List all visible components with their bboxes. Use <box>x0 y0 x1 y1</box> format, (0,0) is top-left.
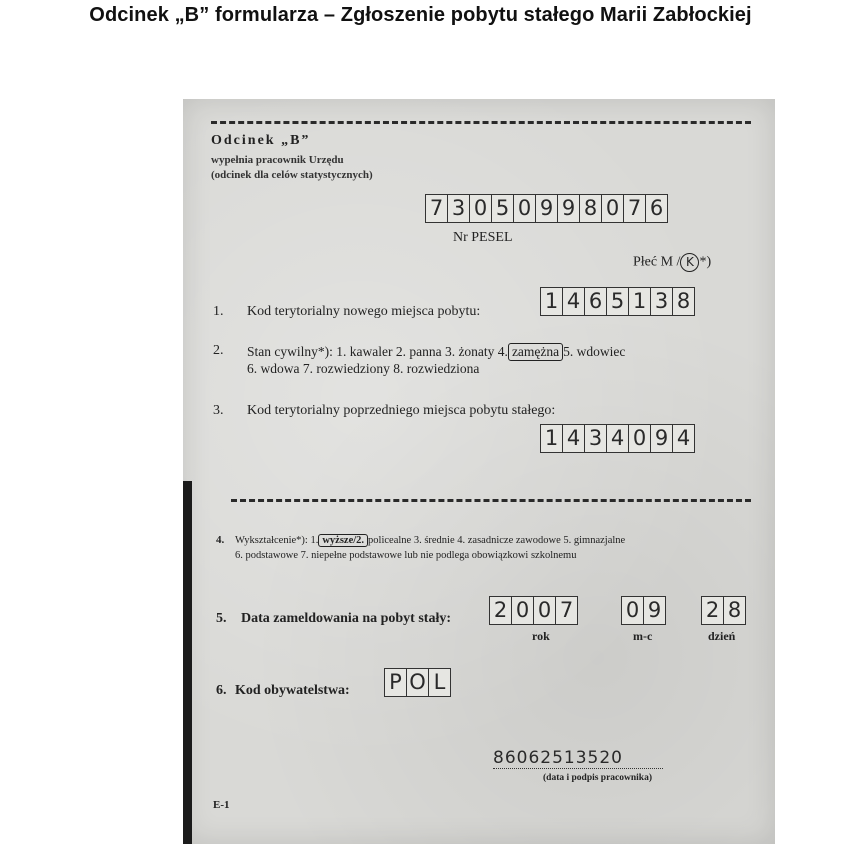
previous-code-digit: 4 <box>607 425 629 452</box>
signature-handwriting: 86062513520 <box>493 748 663 769</box>
sex-field <box>633 253 711 272</box>
item-2-line-1 <box>247 343 625 361</box>
scanned-form <box>183 99 775 844</box>
citizenship-letter: O <box>407 669 429 696</box>
item-1-label: Kod terytorialny nowego miejsca pobytu: <box>247 304 481 319</box>
item-3-boxes <box>540 424 695 453</box>
year-digit: 7 <box>559 598 574 622</box>
item-6-number: 6. <box>216 683 227 698</box>
middle-cut-line <box>231 499 751 502</box>
pesel-digit: 0 <box>602 195 624 222</box>
year-boxes <box>489 596 578 625</box>
sex-suffix: *) <box>699 254 712 270</box>
year-digit: 2 <box>490 597 512 624</box>
month-boxes <box>621 596 666 625</box>
territorial-code-digit: 1 <box>629 288 651 315</box>
section-subtitle-2: (odcinek dla celów statystycznych) <box>211 169 373 181</box>
item-3-label: Kod terytorialny poprzedniego miejsca pobytu stałego: <box>247 403 556 418</box>
territorial-code-digit: 4 <box>563 288 585 315</box>
top-cut-line <box>211 121 751 124</box>
section-title: Odcinek „B” <box>211 133 311 148</box>
territorial-code-digit: 6 <box>585 288 607 315</box>
previous-code-digit: 4 <box>563 425 585 452</box>
item-4-line-2: 6. podstawowe 7. niepełne podstawowe lub nie podlega obowiązkowi szkolnemu <box>235 550 577 561</box>
signature-caption: (data i podpis pracownika) <box>543 773 653 783</box>
item-2-line-2: 6. wdowa 7. rozwiedziony 8. rozwiedziona <box>247 361 480 376</box>
month-digit: 0 <box>622 597 644 624</box>
pesel-boxes <box>425 194 668 223</box>
education-selected: wyższe/2. <box>318 534 368 547</box>
year-digit: 0 <box>512 597 534 624</box>
marital-options-before: Stan cywilny*): 1. kawaler 2. panna 3. żonaty 4. <box>247 344 508 359</box>
citizenship-boxes <box>384 668 451 697</box>
day-digit: 8 <box>727 598 742 622</box>
pesel-digit: 5 <box>492 195 514 222</box>
previous-code-digit: 3 <box>585 425 607 452</box>
item-4-line-1 <box>235 534 765 547</box>
day-digit: 2 <box>702 597 724 624</box>
pesel-digit: 6 <box>649 196 664 220</box>
footer-code: E-1 <box>213 799 230 811</box>
education-options-after: policealne 3. średnie 4. zasadnicze zawodowe 5. gimnazjalne <box>368 535 626 546</box>
pesel-digit: 9 <box>536 195 558 222</box>
pesel-digit: 3 <box>448 195 470 222</box>
previous-code-digit: 0 <box>629 425 651 452</box>
item-5-label: Data zameldowania na pobyt stały: <box>241 611 452 626</box>
sex-label: Płeć M / <box>633 254 681 270</box>
item-1-number: 1. <box>213 304 224 319</box>
year-digit: 0 <box>534 597 556 624</box>
month-digit: 9 <box>647 598 662 622</box>
pesel-digit: 0 <box>514 195 536 222</box>
page-title: Odcinek „B” formularza – Zgłoszenie pobytu stałego Marii Zabłockiej <box>89 4 752 26</box>
citizenship-letter: P <box>385 669 407 696</box>
education-options-before: Wykształcenie*): 1. <box>235 535 319 546</box>
sex-selected-circle: K <box>680 253 699 272</box>
territorial-code-digit: 8 <box>676 289 691 313</box>
item-1-boxes <box>540 287 695 316</box>
territorial-code-digit: 3 <box>651 288 673 315</box>
marital-options-after: 5. wdowiec <box>563 344 626 359</box>
month-caption: m-c <box>633 629 653 643</box>
section-subtitle-1: wypełnia pracownik Urzędu <box>211 154 344 166</box>
pesel-digit: 0 <box>470 195 492 222</box>
citizenship-letter: L <box>433 670 446 694</box>
item-6-label: Kod obywatelstwa: <box>235 683 350 698</box>
pesel-digit: 7 <box>426 195 448 222</box>
pesel-label: Nr PESEL <box>453 230 513 245</box>
pesel-digit: 8 <box>580 195 602 222</box>
territorial-code-digit: 5 <box>607 288 629 315</box>
scan-edge-shadow <box>183 481 192 844</box>
day-boxes <box>701 596 746 625</box>
item-5-number: 5. <box>216 611 227 626</box>
previous-code-digit: 1 <box>541 425 563 452</box>
territorial-code-digit: 1 <box>541 288 563 315</box>
item-4-number: 4. <box>216 534 225 546</box>
item-2-number: 2. <box>213 343 224 358</box>
pesel-digit: 9 <box>558 195 580 222</box>
item-3-number: 3. <box>213 403 224 418</box>
marital-selected: zamężna <box>508 343 563 361</box>
previous-code-digit: 4 <box>676 426 691 450</box>
previous-code-digit: 9 <box>651 425 673 452</box>
day-caption: dzień <box>708 629 736 643</box>
pesel-digit: 7 <box>624 195 646 222</box>
year-caption: rok <box>532 629 550 643</box>
